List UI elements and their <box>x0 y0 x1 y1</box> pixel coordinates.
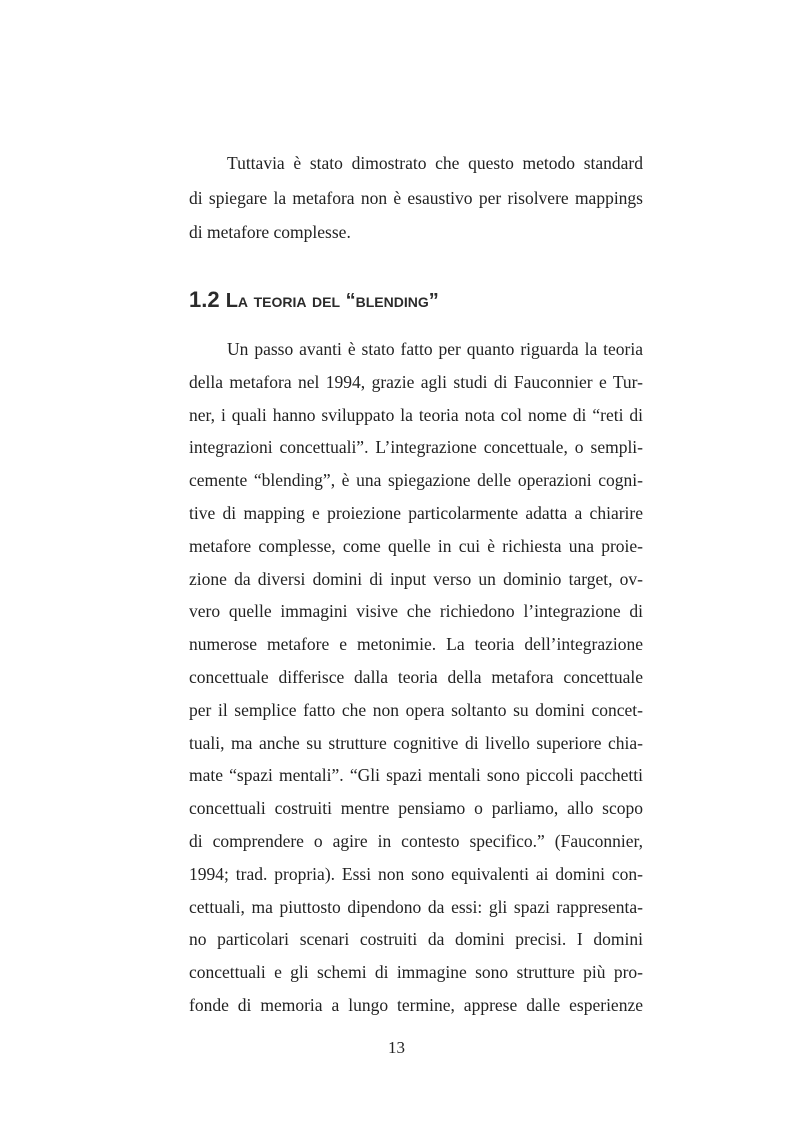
paragraph-2-line: 1994; trad. propria). Essi non sono equivalenti ai domini con- <box>189 863 643 884</box>
paragraph-1-line: di spiegare la metafora non è esaustivo per risolvere mappings <box>189 188 643 208</box>
section-heading <box>189 285 439 316</box>
paragraph-2-line: concettuali costruiti mentre pensiamo o parliamo, allo scopo <box>189 798 643 819</box>
paragraph-2-line: Un passo avanti è stato fatto per quanto riguarda la teoria <box>227 339 643 359</box>
paragraph-2-line: vero quelle immagini visive che richiedono l’integrazione di <box>189 601 643 622</box>
paragraph-2-line: per il semplice fatto che non opera soltanto su domini concet- <box>189 699 643 720</box>
paragraph-2-line: mate “spazi mentali”. “Gli spazi mentali sono piccoli pacchetti <box>189 765 643 786</box>
paragraph-2-line: cemente “blending”, è una spiegazione delle operazioni cogni- <box>189 470 643 491</box>
section-number: 1.2 <box>189 287 220 312</box>
paragraph-2-line: concettuali e gli schemi di immagine sono strutture più pro- <box>189 962 643 983</box>
paragraph-2-line: fonde di memoria a lungo termine, apprese dalle esperienze <box>189 995 643 1015</box>
paragraph-1-line: di metafore complesse. <box>189 222 351 242</box>
paragraph-2-line: integrazioni concettuali”. L’integrazione concettuale, o sempli- <box>189 437 643 458</box>
paragraph-2-line: ner, i quali hanno sviluppato la teoria nota col nome di “reti di <box>189 404 643 425</box>
paragraph-2-line: tive di mapping e proiezione particolarmente adatta a chiarire <box>189 503 643 523</box>
paragraph-2-line: numerose metafore e metonimie. La teoria dell’integrazione <box>189 634 643 655</box>
paragraph-2-line: di comprendere o agire in contesto specifico.” (Fauconnier, <box>189 831 643 851</box>
paragraph-2-line: zione da diversi domini di input verso un dominio target, ov- <box>189 568 643 589</box>
paragraph-2-line: cettuali, ma piuttosto dipendono da essi: gli spazi rappresenta- <box>189 896 643 917</box>
paragraph-2-line: della metafora nel 1994, grazie agli studi di Fauconnier e Tur- <box>189 371 643 392</box>
page-number: 13 <box>388 1038 405 1057</box>
paragraph-1-line: Tuttavia è stato dimostrato che questo metodo standard <box>227 153 643 173</box>
paragraph-2-line: metafore complesse, come quelle in cui è richiesta una proie- <box>189 535 643 556</box>
section-title: La teoria del “blending” <box>225 290 439 312</box>
paragraph-2-line: concettuale differisce dalla teoria della metafora concettuale <box>189 667 643 687</box>
paragraph-2-line: tuali, ma anche su strutture cognitive di livello superiore chia- <box>189 732 643 753</box>
paragraph-2-line: no particolari scenari costruiti da domini precisi. I domini <box>189 929 643 950</box>
